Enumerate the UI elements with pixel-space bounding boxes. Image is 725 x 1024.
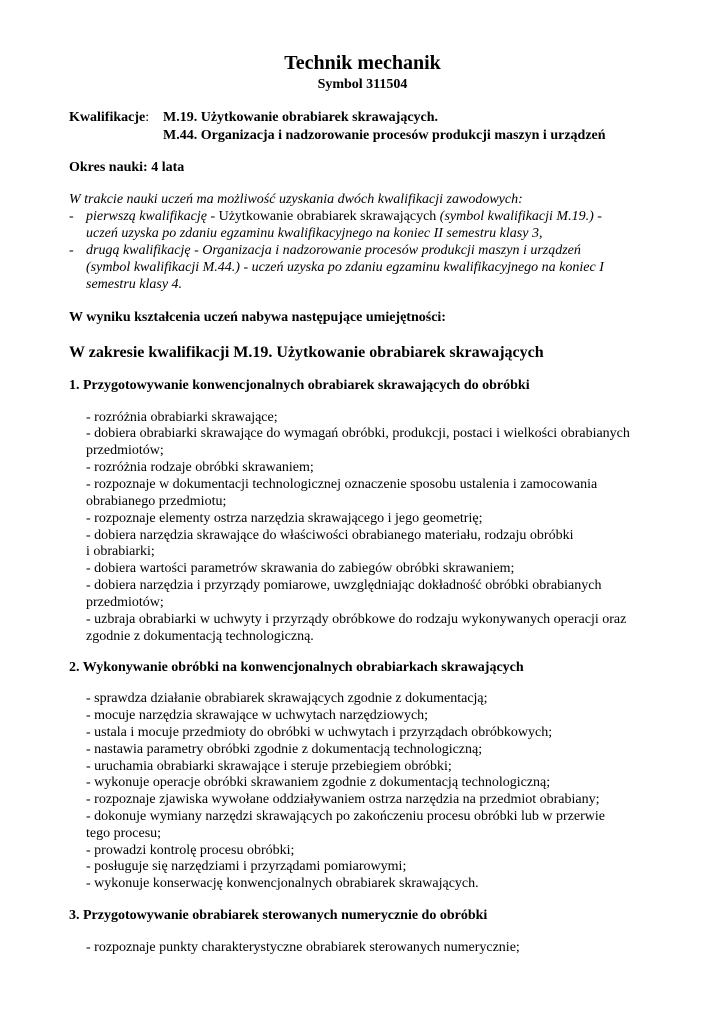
list-item: - posługuje się narzędziami i przyrządami pomiarowymi; bbox=[86, 859, 407, 874]
list-item: - uzbraja obrabiarki w uchwyty i przyrządy obróbkowe do rodzaju wykonywanych operacji oraz bbox=[86, 612, 627, 627]
study-duration: Okres nauki: 4 lata bbox=[69, 160, 185, 175]
list-item: - rozpoznaje elementy ostrza narzędzia skrawającego i jego geometrię; bbox=[86, 511, 483, 526]
list-item: i obrabiarki; bbox=[86, 544, 155, 559]
intro-second-line: drugą kwalifikację - Organizacja i nadzorowanie procesów produkcji maszyn i urządzeń bbox=[86, 243, 581, 258]
list-item: - dobiera wartości parametrów skrawania do zabiegów obróbki skrawaniem; bbox=[86, 561, 515, 576]
list-item: - wykonuje konserwację konwencjonalnych obrabiarek skrawających. bbox=[86, 876, 479, 891]
list-item: - rozróżnia rodzaje obróbki skrawaniem; bbox=[86, 460, 314, 475]
list-item: - dokonuje wymiany narzędzi skrawających po zakończeniu procesu obróbki lub w przerwie bbox=[86, 809, 605, 824]
intro-first-line: pierwszą kwalifikację - Użytkowanie obrabiarek skrawających (symbol kwalifikacji M.19.) - bbox=[86, 209, 602, 224]
list-item: - wykonuje operacje obróbki skrawaniem zgodnie z dokumentacją technologiczną; bbox=[86, 775, 551, 790]
intro-second-cont: semestru klasy 4. bbox=[86, 277, 183, 292]
list-item: przedmiotów; bbox=[86, 595, 164, 610]
list-item: przedmiotów; bbox=[86, 443, 164, 458]
list-item: obrabianego przedmiotu; bbox=[86, 494, 227, 509]
page-subtitle-symbol: Symbol 311504 bbox=[317, 77, 408, 92]
intro-second-dash: - bbox=[69, 243, 74, 258]
page-title: Technik mechanik bbox=[284, 52, 441, 74]
qualification-item: M.19. Użytkowanie obrabiarek skrawających. bbox=[163, 110, 439, 125]
list-item: - rozpoznaje zjawiska wywołane oddziaływaniem ostrza narzędzia na przedmiot obrabiany; bbox=[86, 792, 600, 807]
intro-first-cont: uczeń uzyska po zdaniu egzaminu kwalifikacyjnego na koniec II semestru klasy 3, bbox=[86, 226, 543, 241]
list-item: - nastawia parametry obróbki zgodnie z dokumentacją technologiczną; bbox=[86, 742, 483, 757]
qualification-item: M.44. Organizacja i nadzorowanie procesów produkcji maszyn i urządzeń bbox=[163, 128, 606, 143]
scope-heading: W zakresie kwalifikacji M.19. Użytkowanie obrabiarek skrawających bbox=[69, 344, 544, 361]
intro-second-cont: (symbol kwalifikacji M.44.) - uczeń uzyska po zdaniu egzaminu kwalifikacyjnego na koniec I bbox=[86, 260, 604, 275]
list-item: - rozpoznaje w dokumentacji technologicznej oznaczenie sposobu ustalenia i zamocowania bbox=[86, 477, 598, 492]
section-heading: 1. Przygotowywanie konwencjonalnych obrabiarek skrawających do obróbki bbox=[69, 378, 530, 393]
list-item: - prowadzi kontrolę procesu obróbki; bbox=[86, 843, 295, 858]
intro-first-dash: - bbox=[69, 209, 74, 224]
list-item: - dobiera obrabiarki skrawające do wymagań obróbki, produkcji, postaci i wielkości obrabianych bbox=[86, 426, 630, 441]
list-item: - rozpoznaje punkty charakterystyczne obrabiarek sterowanych numerycznie; bbox=[86, 940, 520, 955]
list-item: - dobiera narzędzia i przyrządy pomiarowe, uwzględniając dokładność obróbki obrabianych bbox=[86, 578, 602, 593]
qualifications-label: Kwalifikacje: bbox=[69, 110, 150, 125]
list-item: - uruchamia obrabiarki skrawające i steruje przebiegiem obróbki; bbox=[86, 759, 452, 774]
list-item: - ustala i mocuje przedmioty do obróbki w uchwytach i przyrządach obróbkowych; bbox=[86, 725, 553, 740]
intro-lead: W trakcie nauki uczeń ma możliwość uzyskania dwóch kwalifikacji zawodowych: bbox=[69, 192, 523, 207]
list-item: - sprawdza działanie obrabiarek skrawających zgodnie z dokumentacją; bbox=[86, 691, 488, 706]
list-item: tego procesu; bbox=[86, 826, 162, 841]
list-item: - mocuje narzędzia skrawające w uchwytach narzędziowych; bbox=[86, 708, 429, 723]
skills-heading: W wyniku kształcenia uczeń nabywa następujące umiejętności: bbox=[69, 310, 446, 325]
list-item: zgodnie z dokumentacją technologiczną. bbox=[86, 629, 314, 644]
list-item: - dobiera narzędzia skrawające do właściwości obrabianego materiału, rodzaju obróbki bbox=[86, 528, 574, 543]
section-heading: 3. Przygotowywanie obrabiarek sterowanych numerycznie do obróbki bbox=[69, 908, 488, 923]
list-item: - rozróżnia obrabiarki skrawające; bbox=[86, 410, 278, 425]
section-heading: 2. Wykonywanie obróbki na konwencjonalnych obrabiarkach skrawających bbox=[69, 660, 524, 675]
